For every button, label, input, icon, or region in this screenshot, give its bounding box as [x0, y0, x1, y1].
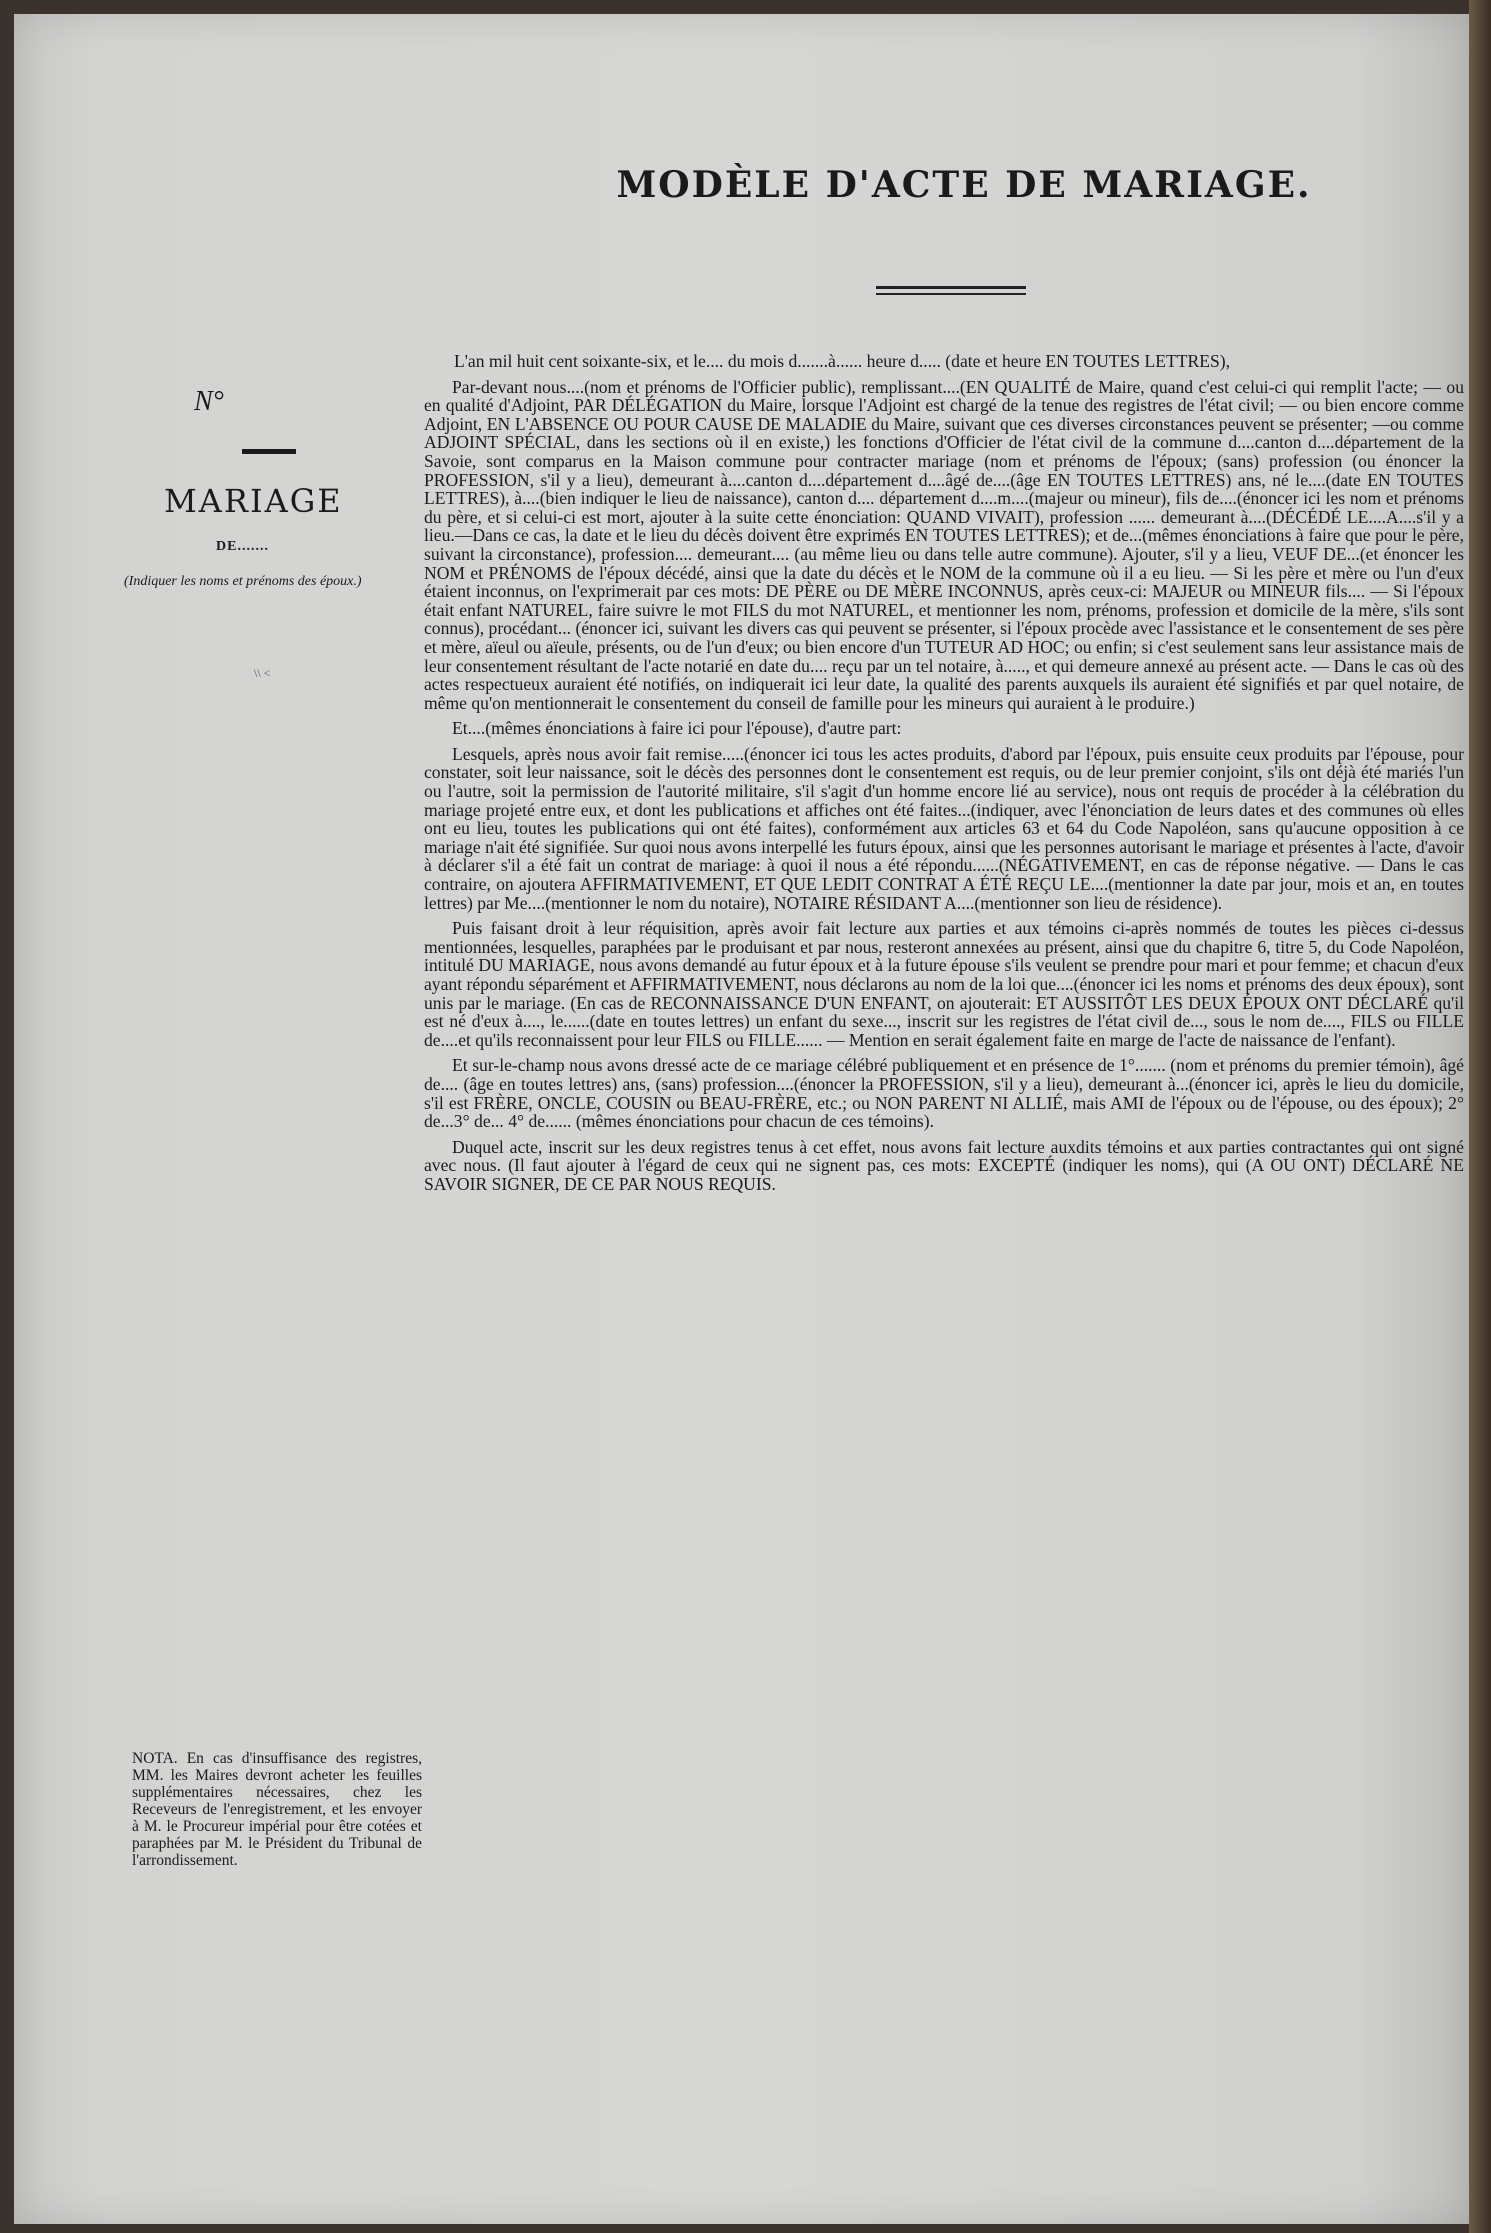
paragraph-par-devant: Par-devant nous....(nom et prénoms de l'Officier public), remplissant....(EN QUALITÉ de Maire, quand c'est celui-ci qui remplit l'acte; — ou en qualité d'Adjoint, PAR DÉLÉGATION du Maire, lorsque l'Adjoint est chargé de la tenue des registres de l'état civil; — ou bien encore comme Adjoint, EN L'ABSENCE OU POUR CAUSE DE MALADIE du Maire, suivant que ces diverses circonstances peuvent se présenter; —ou comme ADJOINT SPÉCIAL, dans les sections où il en existe,) les fonctions d'Officier de l'état civil de la commune d....canton d....département de la Savoie, sont comparus en la Maison commune pour contracter mariage (nom et prénoms de l'époux; (sans) profession (ou énoncer la PROFESSION, s'il y a lieu), demeurant à....canton d....département d....âgé de....(âge EN TOUTES LETTRES) ans, né le....(date EN TOUTES LETTRES), à....(bien indiquer le lieu de naissance), canton d.... département d....m....(majeur ou mineur), fils de....(énoncer ici les nom et prénoms du père, et si celui-ci est mort, ajouter à la suite cette énonciation: QUAND VIVAIT), profession ...... demeurant à....(DÉCÉDÉ LE....A....s'il y a lieu.—Dans ce cas, la date et le lieu du décès doivent être exprimés EN TOUTES LETTRES); et de...(mêmes énonciations à faire que pour le père, suivant la circonstance), profession.... demeurant.... (au même lieu ou dans telle autre commune). Ajouter, s'il y a lieu, VEUF DE...(et énoncer les NOM et PRÉNOMS de l'époux décédé, ainsi que la date du décès et le NOM de la commune où il a eu lieu. — Si les père et mère ou l'un d'eux étaient inconnus, on l'exprimerait par ces mots: DE PÈRE ou DE MÈRE INCONNUS, après ceux-ci: MAJEUR ou MINEUR fils.... — Si l'époux était enfant NATUREL, faire suivre le mot FILS du mot NATUREL, et mentionner les nom, prénoms, profession et domicile de la mère, s'ils sont connus), procédant... (énoncer ici, suivant les divers cas qui peuvent se présenter, si l'époux procède avec l'assistance et le consentement de ses père et mère, aïeul ou aïeule, présents, ou de l'un d'eux; ou bien encore d'un TUTEUR AD HOC; ou enfin; si c'est seulement sans leur assistance mais de leur consentement résultant de l'acte notarié en date du.... reçu par un tel notaire, à....., et qui demeure annexé au présent acte. — Dans le cas où des actes respectueux auraient été notifiés, on indiquerait ici leur date, la qualité des parents auxquels ils auraient été signifiés et par quel notaire, de même qu'on mentionnerait le consentement du conseil de famille pour les mineurs qui auraient à le produire.): [424, 376, 1464, 713]
nota-note: NOTA. En cas d'insuffisance des registres, MM. les Maires devront acheter les feuilles supplémentaires nécessaires, chez les Receveurs de l'enregistrement, et les envoyer à M. le Procureur impérial pour être cotées et paraphées par M. le Président du Tribunal de l'arrondissement.: [132, 1750, 422, 1869]
book-spine: [1469, 0, 1491, 2233]
paragraph-temoins: Et sur-le-champ nous avons dressé acte de ce mariage célébré publiquement et en présence de 1°....... (nom et prénoms du premier témoin), âgé de.... (âge en toutes lettres) ans, (sans) profession....(énoncer la PROFESSION, s'il y a lieu), demeurant à...(énoncer ici, après le lieu du domicile, s'il est FRÈRE, ONCLE, COUSIN ou BEAU-FRÈRE, etc.; ou NON PARENT NI ALLIÉ, mais AMI de l'époux ou de l'épouse, ou des époux); 2° de...3° de... 4° de...... (mêmes énonciations pour chacun de ces témoins).: [424, 1055, 1464, 1132]
paragraph-date: L'an mil huit cent soixante-six, et le.... du mois d.......à...... heure d..... (date et heure EN TOUTES LETTRES),: [454, 351, 1230, 371]
left-indiquer-note: (Indiquer les noms et prénoms des époux.): [124, 574, 362, 589]
document-page: [14, 14, 1474, 2224]
page-title: MODÈLE D'ACTE DE MARIAGE.: [616, 164, 1312, 206]
paragraph-puis: Puis faisant droit à leur réquisition, après avoir fait lecture aux parties et aux témoins ci-après nommés de toutes les pièces ci-dessus mentionnées, lesquelles, paraphées par le produisant et par nous, resteront annexées au présent, ainsi que du chapitre 6, titre 5, du Code Napoléon, intitulé DU MARIAGE, nous avons demandé au futur époux et à la future épouse s'ils veulent se prendre pour mari et pour femme; et chacun d'eux ayant répondu séparément et AFFIRMATIVEMENT, nous déclarons au nom de la loi que....(énoncer ici les noms et prénoms des deux époux), sont unis par le mariage. (En cas de RECONNAISSANCE D'UN ENFANT, on ajouterait: ET AUSSITÔT LES DEUX ÉPOUX ONT DÉCLARÉ qu'il est né d'eux à...., le......(date en toutes lettres) un enfant du sexe..., inscrit sur les registres de l'état civil de..., sous le nom de...., FILS ou FILLE de....et qu'ils reconnaissent pour leur FILS ou FILLE...... — Mention en serait également faite en marge de l'acte de naissance de l'enfant).: [424, 918, 1464, 1050]
main-text: [424, 352, 1464, 1201]
paragraph-duquel: Duquel acte, inscrit sur les deux registres tenus à cet effet, nous avons fait lecture auxdits témoins et aux parties contractantes qui ont signé avec nous. (Il faut ajouter à l'égard de ceux qui ne signent pas, ces mots: EXCEPTÉ (indiquer les noms), qui (A OU ONT) DÉCLARÉ NE SAVOIR SIGNER, DE CE PAR NOUS REQUIS.: [424, 1136, 1464, 1194]
left-mark: \\ <: [254, 666, 271, 680]
left-de: DE.......: [216, 539, 269, 554]
left-mariage-heading: MARIAGE: [164, 482, 343, 520]
title-rule: [876, 286, 1026, 295]
left-dash: [242, 449, 296, 454]
left-numero: N°: [194, 386, 224, 417]
paragraph-epouse: Et....(mêmes énonciations à faire ici pour l'épouse), d'autre part:: [452, 718, 902, 739]
paragraph-lesquels: Lesquels, après nous avoir fait remise.....(énoncer ici tous les actes produits, d'abord par l'époux, puis ensuite ceux produits par l'épouse, pour constater, soit leur naissance, soit le décès des personnes dont le consentement est requis, ou de leur premier conjoint, s'ils ont déjà été mariés l'un ou l'autre, soit la permission de l'autorité militaire, s'il s'agit d'un homme encore lié au service), nous ont requis de procéder à la célébration du mariage projeté entre eux, et dont les publications et affiches ont été faites...(indiquer, avec l'énonciation de leurs dates et des communes où elles ont eu lieu, toutes les publications qui ont été faites), conformément aux articles 63 et 64 du Code Napoléon, sans qu'aucune opposition à ce mariage n'ait été signifiée. Sur quoi nous avons interpellé les futurs époux, ainsi que les personnes autorisant le mariage et présentes à l'acte, d'avoir à déclarer s'il a été fait un contrat de mariage: à quoi il nous a été répondu......(NÉGATIVEMENT, en cas de réponse négative. — Dans le cas contraire, on ajoutera AFFIRMATIVEMENT, ET QUE LEDIT CONTRAT A ÉTÉ REÇU LE....(mentionner la date par jour, mois et an, en toutes lettres) par Me....(mentionner le nom du notaire), NOTAIRE RÉSIDANT A....(mentionner son lieu de résidence).: [424, 743, 1464, 913]
